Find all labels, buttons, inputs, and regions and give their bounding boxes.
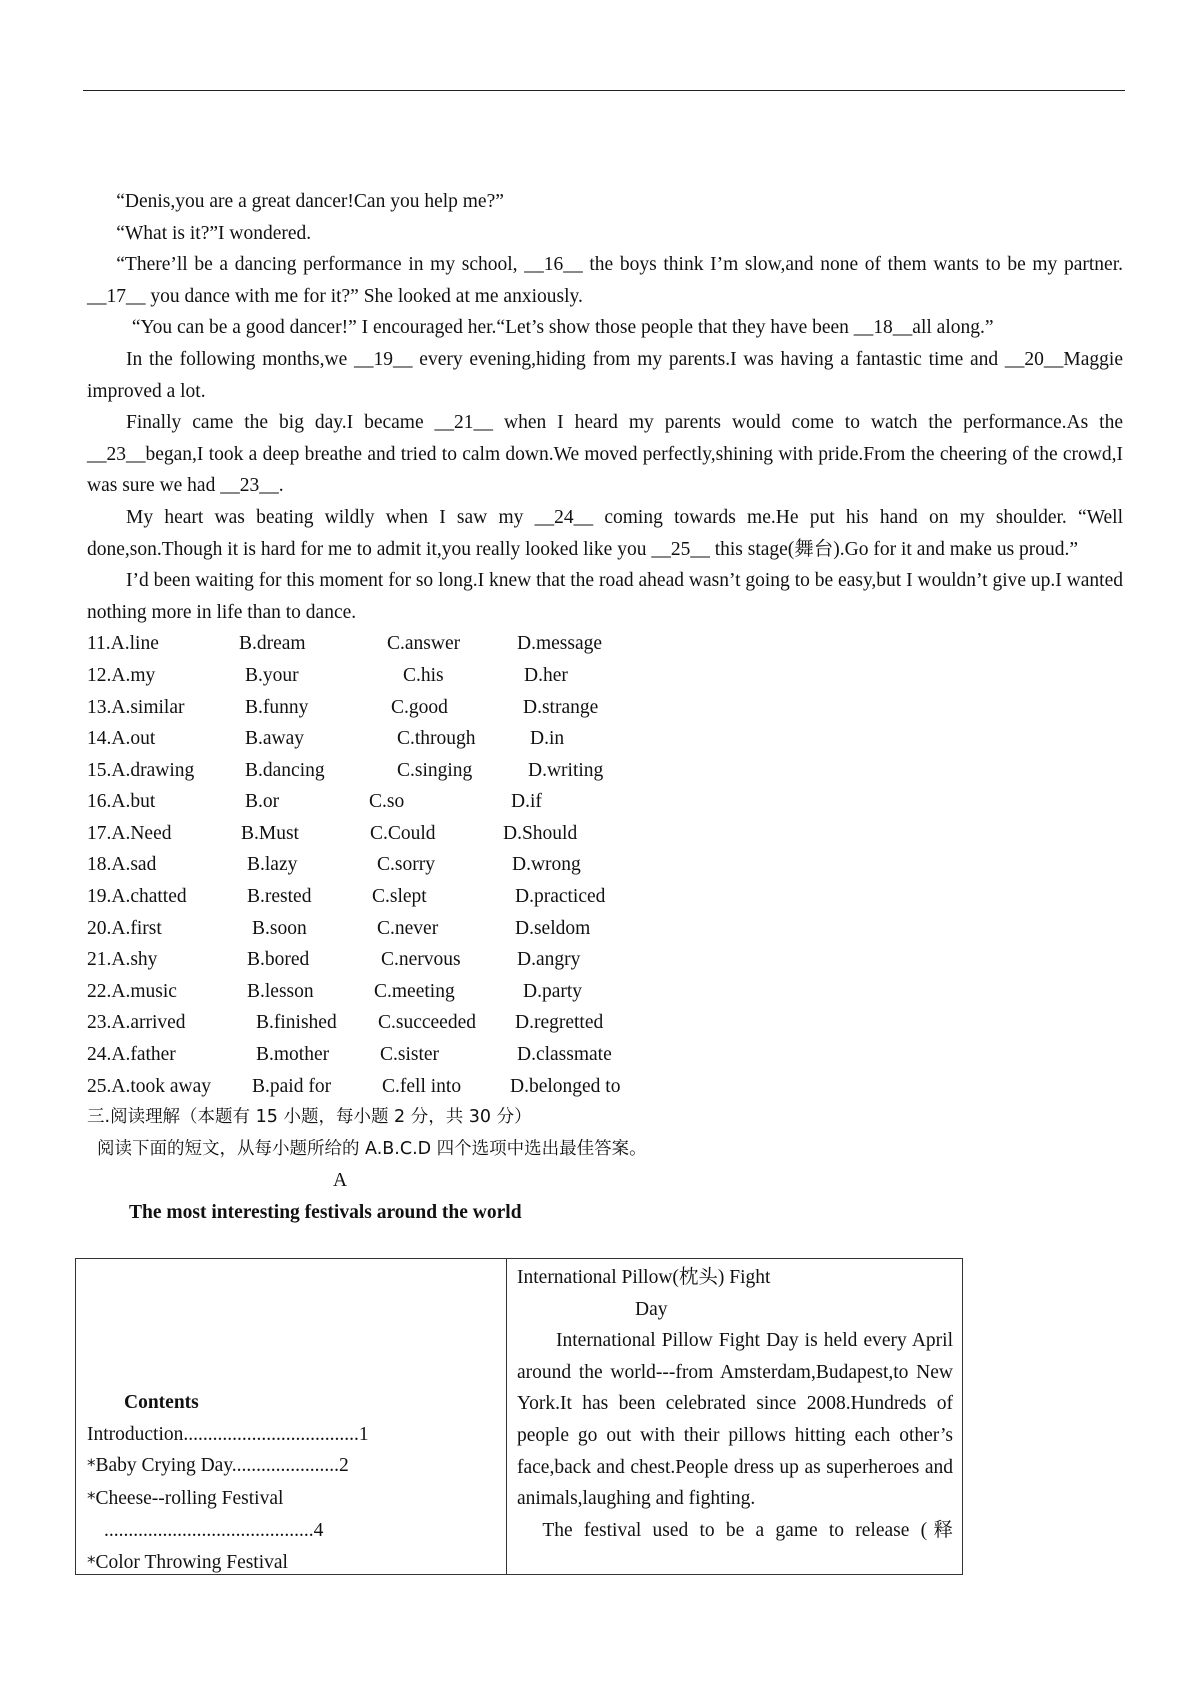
option-choice: C.succeeded	[378, 1012, 476, 1034]
option-choice: B.your	[245, 664, 299, 686]
option-choice: D.regretted	[515, 1012, 604, 1034]
passage-paragraph: “There’ll be a dancing performance in my school, __16__ the boys think I’m slow,and none of them wants to be my partner. __17__ you dance with me for it?” She looked at me anxiously.	[87, 254, 1123, 307]
pillow-paragraph: The festival used to be a game to release (释	[542, 1519, 953, 1541]
option-choice: 12.A.my	[87, 664, 156, 686]
option-choice: 13.A.similar	[87, 696, 185, 718]
option-row	[87, 660, 1123, 692]
option-choice: 16.A.but	[87, 791, 156, 813]
option-choice: C.sorry	[377, 854, 435, 876]
option-choice: B.funny	[245, 696, 309, 718]
table-divider	[506, 1259, 507, 1574]
option-choice: 18.A.sad	[87, 854, 157, 876]
option-choice: D.belonged to	[510, 1075, 621, 1097]
toc-item	[87, 1483, 495, 1516]
option-choice: D.in	[530, 728, 565, 750]
option-row	[87, 849, 1123, 881]
option-choice: D.writing	[528, 759, 604, 781]
option-choice: B.paid for	[252, 1075, 332, 1097]
option-choice: 17.A.Need	[87, 822, 172, 844]
option-choice: C.slept	[372, 886, 427, 908]
option-choice: C.answer	[387, 633, 461, 655]
option-choice: C.sister	[380, 1044, 440, 1066]
star-icon: *	[87, 1456, 96, 1477]
pillow-title-cont: Day	[635, 1298, 668, 1320]
option-choice: D.wrong	[512, 854, 581, 876]
option-row	[87, 1039, 1123, 1071]
option-choice: C.never	[377, 917, 439, 939]
option-row	[87, 818, 1123, 850]
option-row	[87, 881, 1123, 913]
option-choice: 20.A.first	[87, 917, 162, 939]
pillow-title: International Pillow(枕头) Fight	[517, 1267, 771, 1288]
toc-item-label: Baby Crying Day......................2	[95, 1455, 349, 1477]
option-choice: C.good	[391, 696, 448, 718]
toc-item-label: Color Throwing Festival	[95, 1551, 288, 1573]
option-choice: B.lazy	[247, 854, 298, 876]
contents-heading: Contents	[124, 1392, 199, 1413]
document-body	[87, 186, 1123, 1229]
option-choice: B.or	[245, 791, 280, 813]
option-choice: B.lesson	[247, 980, 314, 1002]
option-row	[87, 692, 1123, 724]
option-choice: B.dancing	[245, 759, 325, 781]
option-row	[87, 786, 1123, 818]
option-row	[87, 723, 1123, 755]
passage-paragraph: My heart was beating wildly when I saw my __24__ coming towards me.He put his hand on my shoulder. “Well done,son.Though it is hard for me to admit it,you really looked like you __25__ this stage(舞台).Go for it and make us proud.”	[87, 506, 1123, 560]
option-choice: 11.A.line	[87, 633, 159, 655]
option-row	[87, 628, 1123, 660]
option-choice: C.so	[369, 791, 405, 813]
option-choice: C.his	[403, 664, 444, 686]
toc-item	[87, 1450, 495, 1483]
option-row	[87, 944, 1123, 976]
option-choice: B.away	[245, 728, 305, 750]
toc-item-label: Cheese--rolling Festival	[95, 1487, 284, 1509]
option-choice: D.strange	[523, 696, 599, 718]
option-choice: D.angry	[517, 949, 581, 971]
option-choice: C.through	[397, 728, 476, 750]
option-row	[87, 1007, 1123, 1039]
section-instruction: 阅读下面的短文，从每小题所给的 A.B.C.D 四个选项中选出最佳答案。	[97, 1138, 647, 1159]
option-choice: 15.A.drawing	[87, 759, 195, 781]
option-choice: 23.A.arrived	[87, 1012, 186, 1034]
option-choice: 21.A.shy	[87, 949, 158, 971]
option-choice: B.finished	[256, 1012, 337, 1034]
option-choice: 14.A.out	[87, 728, 156, 750]
star-icon: *	[87, 1552, 96, 1573]
section-heading: 三.阅读理解（本题有 15 小题，每小题 2 分，共 30 分）	[87, 1107, 532, 1128]
option-choice: 25.A.took away	[87, 1075, 212, 1097]
pillow-paragraph: International Pillow Fight Day is held every April around the world---from Amsterdam,Budapest,to New York.It has been celebrated since 2008.Hundreds of people go out with their pillows hitting each other’s face,back and chest.People dress up as superheroes and animals,laughing and fighting.	[517, 1330, 953, 1510]
option-choice: B.mother	[256, 1044, 330, 1066]
option-choice: C.Could	[370, 822, 436, 844]
passage-paragraph: “Denis,you are a great dancer!Can you help me?”	[116, 191, 504, 212]
option-row	[87, 976, 1123, 1008]
option-choice: B.soon	[252, 917, 307, 939]
option-choice: C.meeting	[374, 980, 455, 1002]
option-choice: 24.A.father	[87, 1044, 176, 1066]
option-choice: D.practiced	[515, 886, 606, 908]
passage-paragraph: “You can be a good dancer!” I encouraged her.“Let’s show those people that they have been __18__all along.”	[131, 317, 994, 339]
option-choice: D.Should	[503, 822, 578, 844]
option-choice: B.Must	[241, 822, 299, 844]
contents-column	[87, 1387, 495, 1580]
passage-paragraph: I’d been waiting for this moment for so long.I knew that the road ahead wasn’t going to be easy,but I wouldn’t give up.I wanted nothing more in life than to dance.	[87, 570, 1123, 623]
option-choice: D.classmate	[517, 1044, 612, 1066]
header-rule	[83, 90, 1125, 91]
passage-paragraph: “What is it?”I wondered.	[116, 222, 312, 244]
passage-paragraph: Finally came the big day.I became __21__ when I heard my parents would come to watch the performance.As the __23__began,I took a deep breathe and tried to calm down.We moved perfectly,shining with pride.From the cheering of the crowd,I was sure we had __23__.	[87, 412, 1123, 497]
option-choice: D.if	[511, 791, 542, 813]
option-choice: D.her	[524, 664, 568, 686]
option-row	[87, 1071, 1123, 1103]
option-choice: C.singing	[397, 759, 473, 781]
option-choice: B.rested	[247, 886, 312, 908]
option-choice: C.nervous	[381, 949, 461, 971]
options-list	[87, 628, 1123, 1102]
passage-letter: A	[333, 1170, 348, 1192]
option-choice: B.dream	[239, 633, 306, 655]
toc-intro: Introduction....................................1	[87, 1423, 369, 1445]
option-choice: B.bored	[247, 949, 310, 971]
option-row	[87, 913, 1123, 945]
toc-item-page: ...........................................4	[104, 1520, 324, 1542]
pillow-fight-column	[517, 1262, 953, 1546]
option-row	[87, 755, 1123, 787]
option-choice: D.party	[523, 980, 583, 1002]
passage-paragraph: In the following months,we __19__ every evening,hiding from my parents.I was having a fantastic time and __20__Maggie improved a lot.	[87, 348, 1123, 402]
star-icon: *	[87, 1488, 96, 1509]
option-choice: C.fell into	[382, 1075, 462, 1097]
table-title: The most interesting festivals around the world	[129, 1202, 522, 1223]
option-choice: D.message	[517, 633, 603, 655]
option-choice: 22.A.music	[87, 980, 177, 1002]
option-choice: 19.A.chatted	[87, 886, 187, 908]
option-choice: D.seldom	[515, 917, 591, 939]
toc-item	[87, 1547, 495, 1580]
festival-table	[75, 1258, 963, 1575]
